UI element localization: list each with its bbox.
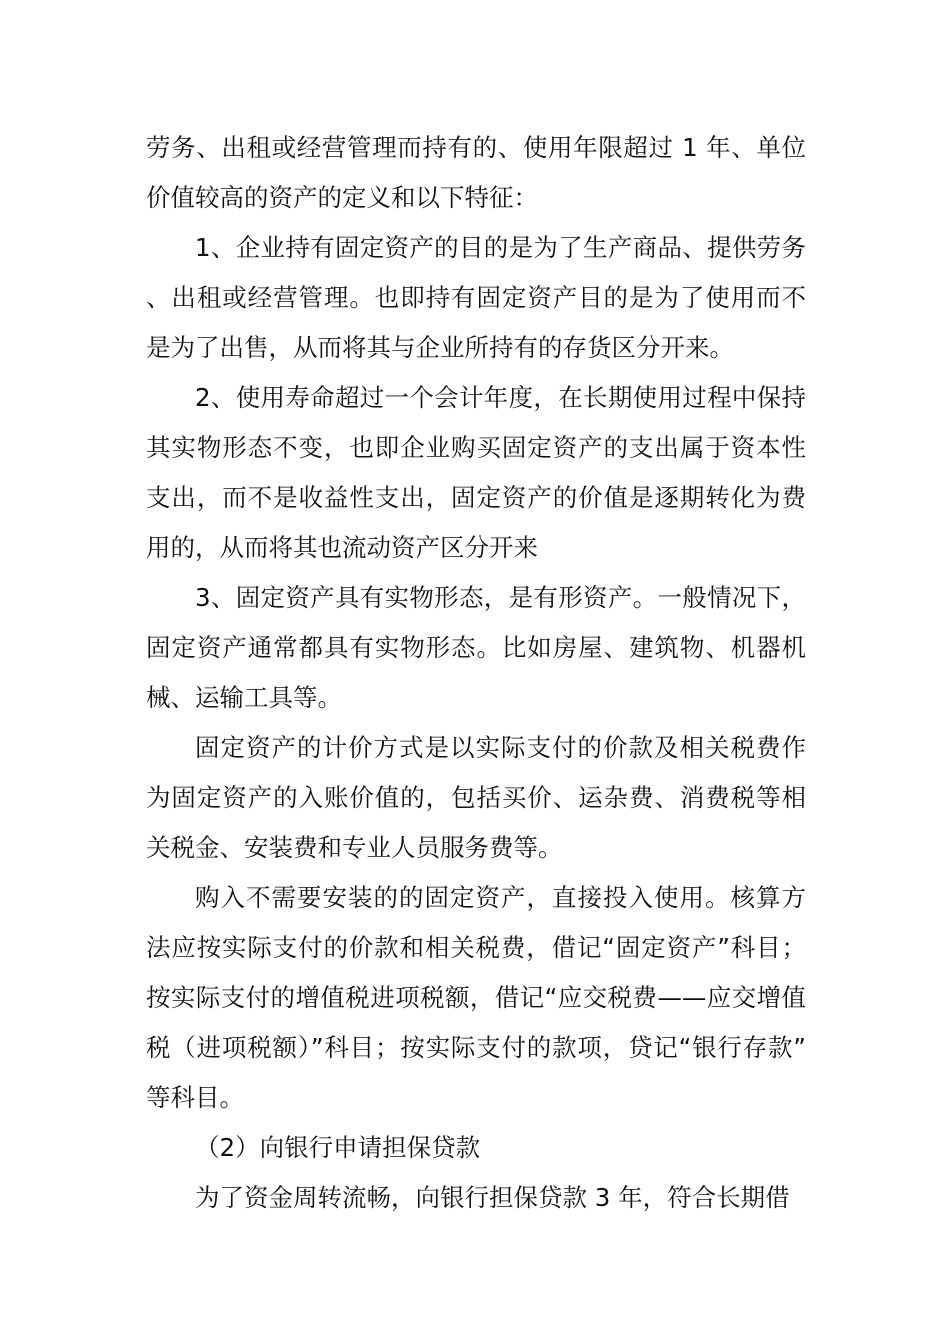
paragraph-feature-1: 1、企业持有固定资产的目的是为了生产商品、提供劳务、出租或经营管理。也即持有固定资产目的是为了使用而不是为了出售，从而将其与企业所持有的存货区分开来。 [146, 233, 806, 362]
paragraph-valuation: 固定资产的计价方式是以实际支付的价款及相关税费作为固定资产的入账价值的，包括买价、运杂费、消费税等相关税金、安装费和专业人员服务费等。 [146, 733, 806, 862]
paragraph-feature-3: 3、固定资产具有实物形态，是有形资产。一般情况下，固定资产通常都具有实物形态。比如房屋、建筑物、机器机械、运输工具等。 [146, 583, 806, 712]
paragraph-loan: 为了资金周转流畅，向银行担保贷款 3 年，符合长期借 [195, 1183, 790, 1212]
paragraph-feature-2: 2、使用寿命超过一个会计年度，在长期使用过程中保持其实物形态不变，也即企业购买固定资产的支出属于资本性支出，而不是收益性支出，固定资产的价值是逐期转化为费用的，从而将其也流动资产区分开来 [146, 383, 806, 562]
paragraph-continuation: 劳务、出租或经营管理而持有的、使用年限超过 1 年、单位价值较高的资产的定义和以下特征： [146, 133, 806, 212]
section-heading-bank-loan: （2）向银行申请担保贷款 [195, 1133, 481, 1162]
paragraph-purchase: 购入不需要安装的的固定资产，直接投入使用。核算方法应按实际支付的价款和相关税费，借记“固定资产”科目；按实际支付的增值税进项税额，借记“应交税费——应交增值税（进项税额）”科目；按实际支付的款项，贷记“银行存款”等科目。 [146, 883, 806, 1112]
document-body [146, 123, 806, 1223]
